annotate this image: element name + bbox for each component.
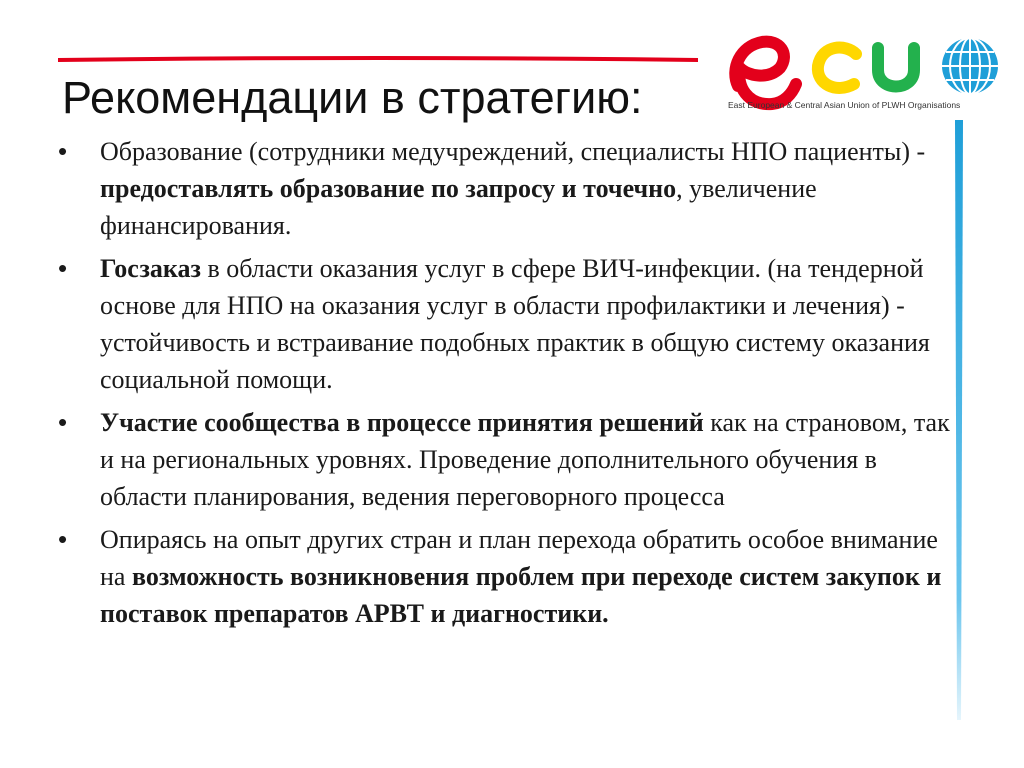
bullet-bold-text: Участие сообщества в процессе принятия решений <box>100 408 704 437</box>
bullet-list <box>58 133 958 638</box>
bullet-item <box>58 521 958 632</box>
logo-letter-c <box>818 48 856 88</box>
globe-icon <box>942 38 998 94</box>
bullet-bold-text: предоставлять образование по запросу и точечно <box>100 174 677 203</box>
logo-letter-u <box>878 48 914 87</box>
bullet-text: в области оказания услуг в сфере ВИЧ-инфекции. (на тендерной основе для НПО на оказания услуг в области профилактики и лечения) - устойчивость и встраивание подобных практик в общую систему оказания социальной помощи. <box>100 254 930 394</box>
bullet-dot: • <box>58 136 68 166</box>
logo-letter-e <box>735 42 796 105</box>
bullet-text: Опираясь на опыт других стран и план перехода обратить особое внимание на <box>100 525 938 591</box>
bullet-text: , увеличение финансирования. <box>100 174 817 240</box>
bullet-dot: • <box>58 524 68 554</box>
bullet-dot: • <box>58 407 68 437</box>
bullet-item <box>58 133 958 244</box>
red-swoosh-line <box>58 55 698 65</box>
bullet-dot: • <box>58 253 68 283</box>
bullet-bold-text: Госзаказ <box>100 254 201 283</box>
bullet-item <box>58 404 958 515</box>
bullet-bold-text: возможность возникновения проблем при переходе систем закупок и поставок препаратов АРВТ и диагностики. <box>100 562 942 628</box>
bullet-text: Образование (сотрудники медучреждений, специалисты НПО пациенты) - <box>100 137 926 166</box>
bullet-text: как на страновом, так и на региональных уровнях. Проведение дополнительного обучения в области планирования, ведения переговорного процесса <box>100 408 950 511</box>
slide-title: Рекомендации в стратегию: <box>62 72 643 123</box>
bullet-item <box>58 250 958 398</box>
logo-subtitle: East European & Central Asian Union of PLWH Organisations <box>728 100 961 110</box>
